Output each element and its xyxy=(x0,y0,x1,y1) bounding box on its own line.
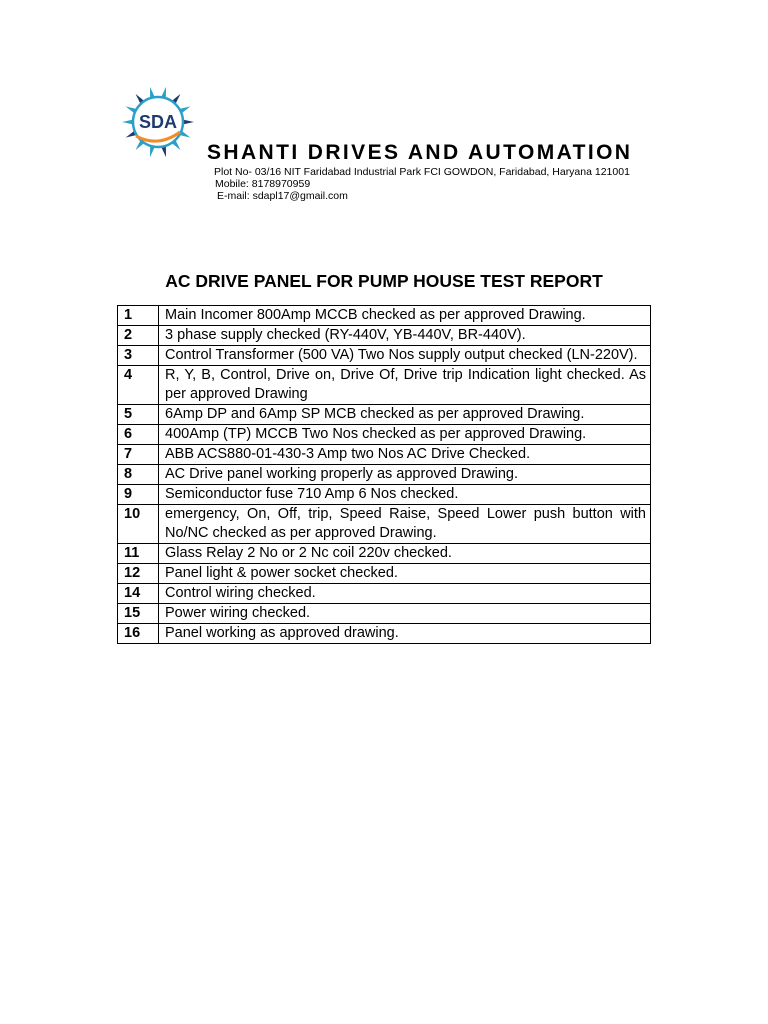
row-description: Panel light & power socket checked. xyxy=(159,564,651,584)
company-address: Plot No- 03/16 NIT Faridabad Industrial Park FCI GOWDON, Faridabad, Haryana 121001 xyxy=(214,166,630,178)
table-row xyxy=(118,425,651,445)
row-description: Semiconductor fuse 710 Amp 6 Nos checked. xyxy=(159,485,651,505)
row-description: AC Drive panel working properly as approved Drawing. xyxy=(159,465,651,485)
row-number: 10 xyxy=(118,505,159,544)
table-row xyxy=(118,604,651,624)
table-row xyxy=(118,445,651,465)
row-description: Control wiring checked. xyxy=(159,584,651,604)
logo-text: SDA xyxy=(138,112,178,132)
table-row xyxy=(118,366,651,405)
table-row xyxy=(118,485,651,505)
company-name: SHANTI DRIVES AND AUTOMATION xyxy=(207,141,633,164)
table-row xyxy=(118,624,651,644)
gear-logo-icon xyxy=(116,84,200,160)
row-description: Panel working as approved drawing. xyxy=(159,624,651,644)
row-description: 6Amp DP and 6Amp SP MCB checked as per approved Drawing. xyxy=(159,405,651,425)
row-number: 12 xyxy=(118,564,159,584)
table-row xyxy=(118,544,651,564)
row-description: R, Y, B, Control, Drive on, Drive Of, Drive trip Indication light checked. As per approved Drawing xyxy=(159,366,651,405)
row-number: 3 xyxy=(118,346,159,366)
company-logo xyxy=(116,84,200,160)
table-row xyxy=(118,306,651,326)
row-number: 1 xyxy=(118,306,159,326)
row-description: Power wiring checked. xyxy=(159,604,651,624)
row-number: 5 xyxy=(118,405,159,425)
report-title: AC DRIVE PANEL FOR PUMP HOUSE TEST REPORT xyxy=(165,271,603,291)
row-description: Glass Relay 2 No or 2 Nc coil 220v checked. xyxy=(159,544,651,564)
table-row xyxy=(118,326,651,346)
company-email: E-mail: sdapl17@gmail.com xyxy=(217,190,348,202)
table-row xyxy=(118,405,651,425)
table-row xyxy=(118,564,651,584)
row-description: emergency, On, Off, trip, Speed Raise, Speed Lower push button with No/NC checked as per approved Drawing. xyxy=(159,505,651,544)
row-number: 16 xyxy=(118,624,159,644)
company-mobile: Mobile: 8178970959 xyxy=(215,178,311,190)
row-description: ABB ACS880-01-430-3 Amp two Nos AC Drive Checked. xyxy=(159,445,651,465)
row-description: Control Transformer (500 VA) Two Nos supply output checked (LN-220V). xyxy=(159,346,651,366)
row-number: 6 xyxy=(118,425,159,445)
row-number: 11 xyxy=(118,544,159,564)
row-number: 7 xyxy=(118,445,159,465)
table-row xyxy=(118,465,651,485)
table-row xyxy=(118,346,651,366)
row-description: 3 phase supply checked (RY-440V, YB-440V, BR-440V). xyxy=(159,326,651,346)
row-number: 9 xyxy=(118,485,159,505)
row-number: 15 xyxy=(118,604,159,624)
table-row xyxy=(118,505,651,544)
row-description: Main Incomer 800Amp MCCB checked as per approved Drawing. xyxy=(159,306,651,326)
row-number: 4 xyxy=(118,366,159,405)
row-number: 14 xyxy=(118,584,159,604)
table-row xyxy=(118,584,651,604)
row-description: 400Amp (TP) MCCB Two Nos checked as per approved Drawing. xyxy=(159,425,651,445)
row-number: 8 xyxy=(118,465,159,485)
test-checklist-table xyxy=(117,305,651,644)
row-number: 2 xyxy=(118,326,159,346)
